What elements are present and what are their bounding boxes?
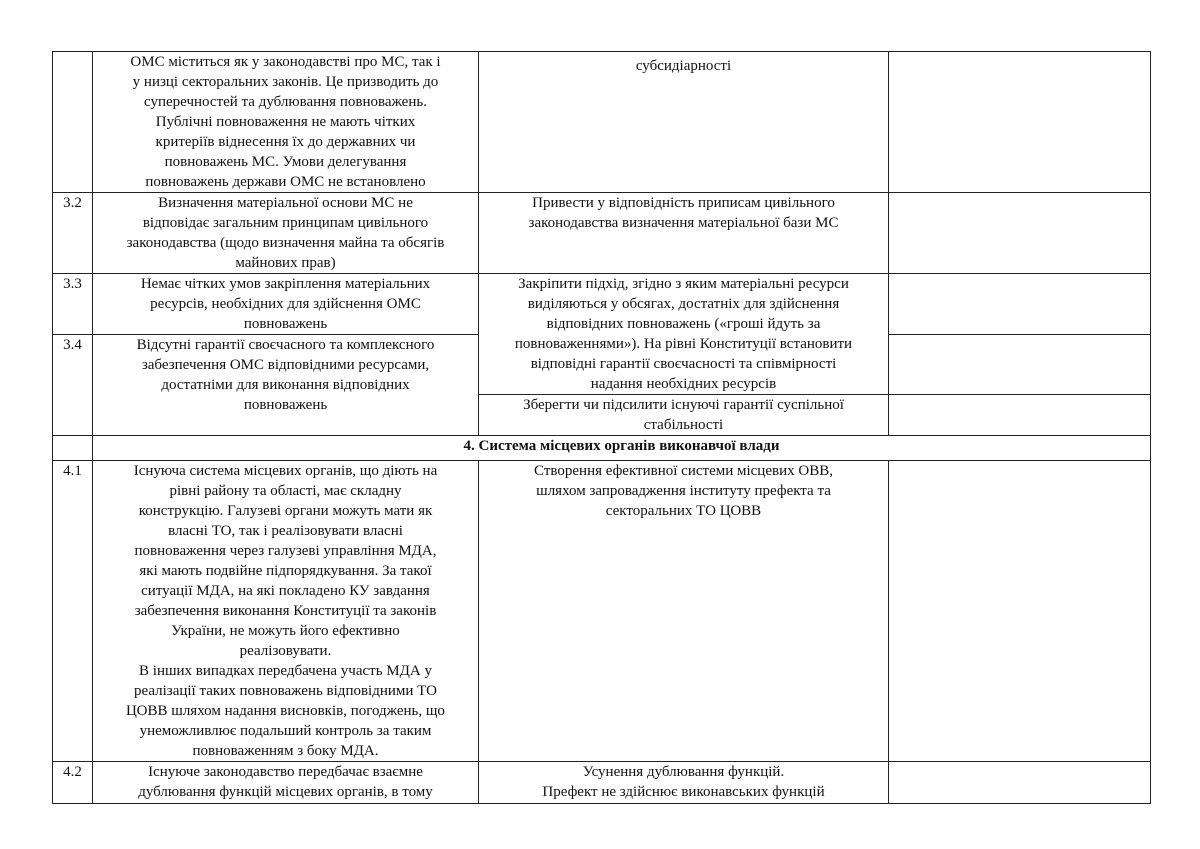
table-row bbox=[53, 461, 1151, 762]
problem-line: ОМС міститься як у законодавстві про МС, так і bbox=[130, 54, 441, 70]
problem-line: майнових прав) bbox=[235, 255, 336, 271]
table-row bbox=[53, 762, 1151, 804]
solution-line: повноваженнями»). На рівні Конституції встановити bbox=[514, 336, 853, 352]
problem-cell bbox=[93, 762, 479, 804]
solution-line: Зберегти чи підсилити існуючі гарантії суспільної bbox=[523, 397, 844, 413]
problem-line: забезпечення виконання Конституції та законів bbox=[134, 603, 437, 619]
problem-line: Визначення матеріальної основи МС не bbox=[158, 195, 413, 211]
row-number bbox=[53, 52, 93, 193]
empty-cell bbox=[889, 193, 1151, 274]
solution-line: Усунення дублювання функцій. bbox=[582, 764, 785, 780]
problem-line: у низці секторальних законів. Це призводить до bbox=[132, 74, 439, 90]
table-row bbox=[53, 193, 1151, 274]
row-number: 3.4 bbox=[53, 335, 93, 436]
problem-line: повноважень держави ОМС не встановлено bbox=[145, 174, 426, 190]
problem-line: В інших випадках передбачена участь МДА у bbox=[139, 663, 432, 679]
row-number: 4.2 bbox=[53, 762, 93, 804]
empty-cell bbox=[889, 52, 1151, 193]
problem-line: Відсутні гарантії своєчасного та комплексного bbox=[136, 337, 435, 353]
problem-line: які мають подвійне підпорядкування. За такої bbox=[139, 563, 432, 579]
row-number: 3.3 bbox=[53, 274, 93, 335]
problem-line: суперечностей та дублювання повноважень. bbox=[144, 94, 427, 110]
section-heading-row bbox=[53, 436, 1151, 461]
problem-line: дублювання функцій місцевих органів, в тому bbox=[138, 784, 433, 800]
solution-line: Привести у відповідність приписам цивільного bbox=[532, 195, 835, 211]
problem-line: реалізовувати. bbox=[239, 643, 332, 659]
problem-line: рівні району та області, має складну bbox=[169, 483, 402, 499]
table-row bbox=[53, 52, 1151, 193]
problem-line: Існуюча система місцевих органів, що діють на bbox=[133, 463, 438, 479]
problem-line: критеріїв віднесення їх до державних чи bbox=[155, 134, 416, 150]
problem-line: унеможливлює подальший контроль за таким bbox=[139, 723, 432, 739]
problem-line: повноважень bbox=[243, 316, 328, 332]
problem-line: законодавства (щодо визначення майна та обсягів bbox=[126, 235, 445, 251]
solution-line: законодавства визначення матеріальної бази МС bbox=[528, 215, 839, 231]
empty-cell bbox=[889, 762, 1151, 804]
empty-cell bbox=[889, 395, 1151, 436]
problem-cell bbox=[93, 193, 479, 274]
problem-cell bbox=[93, 461, 479, 762]
problem-line: повноважень bbox=[243, 397, 328, 413]
problem-line: повноважень МС. Умови делегування bbox=[164, 154, 407, 170]
problem-line: Існуюче законодавство передбачає взаємне bbox=[148, 764, 423, 780]
row-number: 3.2 bbox=[53, 193, 93, 274]
solution-cell bbox=[479, 274, 889, 395]
empty-cell bbox=[889, 461, 1151, 762]
problem-line: Публічні повноваження не мають чітких bbox=[155, 114, 416, 130]
solution-line: Префект не здійснює виконавських функцій bbox=[542, 784, 825, 800]
problem-line: України, не можуть його ефективно bbox=[171, 623, 400, 639]
problem-line: достатніми для виконання відповідних bbox=[161, 377, 410, 393]
section-title: 4. Система місцевих органів виконавчої влади bbox=[93, 436, 1151, 461]
solution-line: Створення ефективної системи місцевих ОВВ, bbox=[534, 463, 833, 479]
problem-cell bbox=[93, 274, 479, 335]
table-row bbox=[53, 274, 1151, 335]
solution-line: шляхом запровадження інституту префекта та bbox=[536, 483, 831, 499]
problem-line: конструкцію. Галузеві органи можуть мати як bbox=[138, 503, 433, 519]
empty-cell bbox=[889, 335, 1151, 395]
solution-cell bbox=[479, 395, 889, 436]
problem-line: ресурсів, необхідних для здійснення ОМС bbox=[150, 296, 421, 312]
solution-cell bbox=[479, 52, 889, 193]
solution-line: Закріпити підхід, згідно з яким матеріальні ресурси bbox=[518, 276, 849, 292]
problem-cell bbox=[93, 52, 479, 193]
problem-line: повноваження через галузеві управління МДА, bbox=[134, 543, 437, 559]
problem-line: Немає чітких умов закріплення матеріальних bbox=[140, 276, 431, 292]
solution-line: виділяються у обсягах, достатніх для здійснення bbox=[527, 296, 840, 312]
problem-line: забезпечення ОМС відповідними ресурсами, bbox=[141, 357, 430, 373]
solution-line: надання необхідних ресурсів bbox=[590, 376, 777, 392]
empty-cell bbox=[889, 274, 1151, 335]
problem-line: відповідає загальним принципам цивільного bbox=[142, 215, 429, 231]
problem-line: ситуації МДА, на які покладено КУ завдання bbox=[141, 583, 430, 599]
problem-line: ЦОВВ шляхом надання висновків, погоджень, що bbox=[126, 703, 445, 719]
solution-line: відповідні гарантії своєчасності та співмірності bbox=[530, 356, 837, 372]
problem-line: власні ТО, так і реалізовувати власні bbox=[168, 523, 403, 539]
solution-line: стабільності bbox=[643, 417, 724, 433]
solution-line: секторальних ТО ЦОВВ bbox=[605, 503, 762, 519]
solution-cell bbox=[479, 461, 889, 762]
row-number: 4.1 bbox=[53, 461, 93, 762]
reform-table bbox=[52, 51, 1151, 804]
problem-cell bbox=[93, 335, 479, 436]
row-number bbox=[53, 436, 93, 461]
solution-line: відповідних повноважень («гроші йдуть за bbox=[546, 316, 821, 332]
problem-line: реалізації таких повноважень відповідними ТО bbox=[134, 683, 437, 699]
solution-cell bbox=[479, 193, 889, 274]
problem-line: повноваженням з боку МДА. bbox=[192, 743, 379, 759]
solution-line: субсидіарності bbox=[635, 58, 732, 74]
solution-cell bbox=[479, 762, 889, 804]
